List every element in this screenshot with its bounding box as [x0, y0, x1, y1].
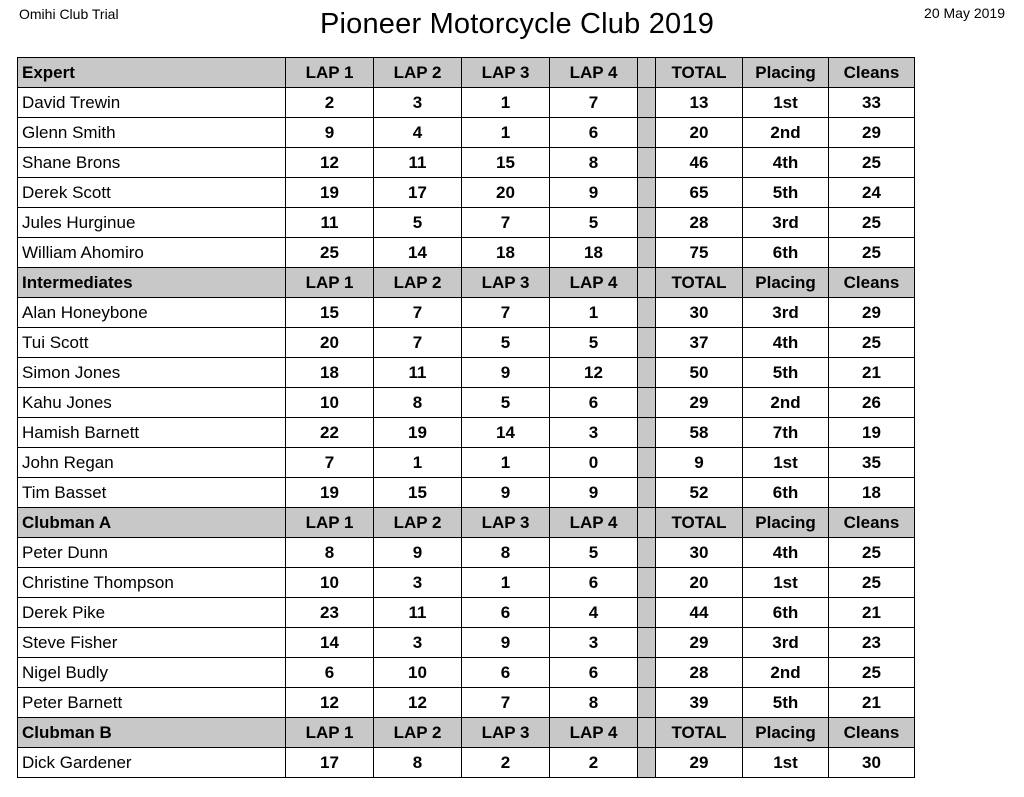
- placing: 5th: [743, 178, 829, 208]
- lap3-score: 18: [462, 238, 550, 268]
- total-score: 13: [656, 88, 743, 118]
- table-row: [18, 688, 915, 718]
- cleans: 24: [829, 178, 915, 208]
- lap4-score: 4: [550, 598, 638, 628]
- column-spacer: [638, 148, 656, 178]
- table-row: [18, 118, 915, 148]
- column-header-total: TOTAL: [656, 718, 743, 748]
- lap1-score: 18: [286, 358, 374, 388]
- placing: 6th: [743, 598, 829, 628]
- column-spacer: [638, 268, 656, 298]
- rider-name: Tui Scott: [18, 328, 286, 358]
- section-title: Clubman B: [18, 718, 286, 748]
- lap1-score: 10: [286, 388, 374, 418]
- table-row: [18, 538, 915, 568]
- column-spacer: [638, 568, 656, 598]
- lap1-score: 11: [286, 208, 374, 238]
- lap4-score: 12: [550, 358, 638, 388]
- cleans: 21: [829, 598, 915, 628]
- lap1-score: 15: [286, 298, 374, 328]
- column-header-cleans: Cleans: [829, 268, 915, 298]
- column-header-lap4: LAP 4: [550, 508, 638, 538]
- total-score: 9: [656, 448, 743, 478]
- section-title: Expert: [18, 58, 286, 88]
- rider-name: Derek Scott: [18, 178, 286, 208]
- lap2-score: 11: [374, 148, 462, 178]
- table-row: [18, 448, 915, 478]
- lap1-score: 22: [286, 418, 374, 448]
- cleans: 35: [829, 448, 915, 478]
- column-header-lap3: LAP 3: [462, 508, 550, 538]
- column-header-lap4: LAP 4: [550, 268, 638, 298]
- total-score: 65: [656, 178, 743, 208]
- cleans: 29: [829, 118, 915, 148]
- placing: 7th: [743, 418, 829, 448]
- column-spacer: [638, 58, 656, 88]
- lap3-score: 9: [462, 358, 550, 388]
- lap3-score: 2: [462, 748, 550, 778]
- column-header-placing: Placing: [743, 268, 829, 298]
- column-spacer: [638, 238, 656, 268]
- column-header-cleans: Cleans: [829, 58, 915, 88]
- lap4-score: 1: [550, 298, 638, 328]
- lap2-score: 14: [374, 238, 462, 268]
- rider-name: Steve Fisher: [18, 628, 286, 658]
- total-score: 52: [656, 478, 743, 508]
- column-header-lap2: LAP 2: [374, 718, 462, 748]
- lap1-score: 14: [286, 628, 374, 658]
- cleans: 25: [829, 538, 915, 568]
- lap3-score: 1: [462, 568, 550, 598]
- column-spacer: [638, 418, 656, 448]
- lap2-score: 11: [374, 598, 462, 628]
- lap3-score: 1: [462, 448, 550, 478]
- lap3-score: 15: [462, 148, 550, 178]
- total-score: 44: [656, 598, 743, 628]
- lap2-score: 8: [374, 388, 462, 418]
- total-score: 50: [656, 358, 743, 388]
- column-header-lap2: LAP 2: [374, 58, 462, 88]
- lap2-score: 4: [374, 118, 462, 148]
- lap4-score: 5: [550, 208, 638, 238]
- lap4-score: 8: [550, 148, 638, 178]
- page-title: Pioneer Motorcycle Club 2019: [319, 8, 715, 40]
- lap1-score: 2: [286, 88, 374, 118]
- results-body: [18, 58, 915, 778]
- placing: 3rd: [743, 628, 829, 658]
- rider-name: Derek Pike: [18, 598, 286, 628]
- rider-name: Simon Jones: [18, 358, 286, 388]
- column-header-total: TOTAL: [656, 508, 743, 538]
- column-spacer: [638, 538, 656, 568]
- placing: 1st: [743, 568, 829, 598]
- lap2-score: 9: [374, 538, 462, 568]
- total-score: 46: [656, 148, 743, 178]
- total-score: 30: [656, 298, 743, 328]
- lap4-score: 5: [550, 538, 638, 568]
- column-header-cleans: Cleans: [829, 718, 915, 748]
- lap3-score: 7: [462, 208, 550, 238]
- rider-name: Peter Dunn: [18, 538, 286, 568]
- column-spacer: [638, 748, 656, 778]
- total-score: 39: [656, 688, 743, 718]
- lap3-score: 1: [462, 118, 550, 148]
- lap4-score: 0: [550, 448, 638, 478]
- column-header-lap4: LAP 4: [550, 718, 638, 748]
- cleans: 21: [829, 358, 915, 388]
- total-score: 37: [656, 328, 743, 358]
- lap1-score: 25: [286, 238, 374, 268]
- section-header-row: [18, 718, 915, 748]
- column-header-lap2: LAP 2: [374, 508, 462, 538]
- cleans: 18: [829, 478, 915, 508]
- column-spacer: [638, 208, 656, 238]
- cleans: 29: [829, 298, 915, 328]
- cleans: 25: [829, 208, 915, 238]
- lap3-score: 9: [462, 628, 550, 658]
- rider-name: Christine Thompson: [18, 568, 286, 598]
- placing: 3rd: [743, 298, 829, 328]
- total-score: 29: [656, 748, 743, 778]
- table-row: [18, 358, 915, 388]
- total-score: 28: [656, 658, 743, 688]
- table-row: [18, 148, 915, 178]
- rider-name: Glenn Smith: [18, 118, 286, 148]
- rider-name: John Regan: [18, 448, 286, 478]
- column-header-total: TOTAL: [656, 268, 743, 298]
- column-header-lap1: LAP 1: [286, 268, 374, 298]
- lap4-score: 6: [550, 118, 638, 148]
- cleans: 25: [829, 238, 915, 268]
- lap4-score: 3: [550, 628, 638, 658]
- lap2-score: 3: [374, 88, 462, 118]
- table-row: [18, 388, 915, 418]
- column-spacer: [638, 508, 656, 538]
- placing: 6th: [743, 478, 829, 508]
- lap3-score: 6: [462, 598, 550, 628]
- lap1-score: 23: [286, 598, 374, 628]
- placing: 4th: [743, 148, 829, 178]
- lap1-score: 6: [286, 658, 374, 688]
- column-header-lap1: LAP 1: [286, 508, 374, 538]
- lap2-score: 3: [374, 568, 462, 598]
- column-spacer: [638, 88, 656, 118]
- column-header-placing: Placing: [743, 58, 829, 88]
- lap1-score: 17: [286, 748, 374, 778]
- column-spacer: [638, 718, 656, 748]
- column-header-lap4: LAP 4: [550, 58, 638, 88]
- column-spacer: [638, 358, 656, 388]
- lap4-score: 6: [550, 658, 638, 688]
- lap3-score: 8: [462, 538, 550, 568]
- column-spacer: [638, 328, 656, 358]
- column-spacer: [638, 118, 656, 148]
- column-header-placing: Placing: [743, 508, 829, 538]
- cleans: 26: [829, 388, 915, 418]
- event-date: 20 May 2019: [924, 5, 1005, 21]
- lap2-score: 3: [374, 628, 462, 658]
- lap4-score: 9: [550, 478, 638, 508]
- column-spacer: [638, 478, 656, 508]
- lap3-score: 5: [462, 328, 550, 358]
- placing: 6th: [743, 238, 829, 268]
- placing: 5th: [743, 688, 829, 718]
- column-header-lap3: LAP 3: [462, 718, 550, 748]
- cleans: 21: [829, 688, 915, 718]
- rider-name: Tim Basset: [18, 478, 286, 508]
- cleans: 23: [829, 628, 915, 658]
- lap4-score: 6: [550, 388, 638, 418]
- lap2-score: 7: [374, 328, 462, 358]
- total-score: 28: [656, 208, 743, 238]
- rider-name: Alan Honeybone: [18, 298, 286, 328]
- cleans: 25: [829, 658, 915, 688]
- lap3-score: 14: [462, 418, 550, 448]
- lap2-score: 12: [374, 688, 462, 718]
- placing: 4th: [743, 538, 829, 568]
- cleans: 25: [829, 148, 915, 178]
- club-trial-label: Omihi Club Trial: [19, 6, 119, 22]
- section-header-row: [18, 508, 915, 538]
- lap3-score: 6: [462, 658, 550, 688]
- lap2-score: 8: [374, 748, 462, 778]
- rider-name: Shane Brons: [18, 148, 286, 178]
- lap4-score: 6: [550, 568, 638, 598]
- cleans: 25: [829, 568, 915, 598]
- table-row: [18, 478, 915, 508]
- lap2-score: 19: [374, 418, 462, 448]
- column-spacer: [638, 598, 656, 628]
- total-score: 20: [656, 568, 743, 598]
- table-row: [18, 208, 915, 238]
- table-row: [18, 298, 915, 328]
- lap1-score: 12: [286, 148, 374, 178]
- table-row: [18, 568, 915, 598]
- lap2-score: 11: [374, 358, 462, 388]
- results-table: [17, 57, 915, 778]
- cleans: 19: [829, 418, 915, 448]
- lap4-score: 9: [550, 178, 638, 208]
- total-score: 29: [656, 388, 743, 418]
- placing: 1st: [743, 88, 829, 118]
- column-spacer: [638, 298, 656, 328]
- table-row: [18, 748, 915, 778]
- cleans: 30: [829, 748, 915, 778]
- lap3-score: 9: [462, 478, 550, 508]
- column-header-lap3: LAP 3: [462, 58, 550, 88]
- lap2-score: 17: [374, 178, 462, 208]
- column-header-lap3: LAP 3: [462, 268, 550, 298]
- total-score: 30: [656, 538, 743, 568]
- column-spacer: [638, 388, 656, 418]
- column-spacer: [638, 178, 656, 208]
- total-score: 20: [656, 118, 743, 148]
- total-score: 58: [656, 418, 743, 448]
- rider-name: Peter Barnett: [18, 688, 286, 718]
- lap4-score: 8: [550, 688, 638, 718]
- table-row: [18, 88, 915, 118]
- table-row: [18, 628, 915, 658]
- placing: 4th: [743, 328, 829, 358]
- lap3-score: 5: [462, 388, 550, 418]
- table-row: [18, 238, 915, 268]
- lap2-score: 7: [374, 298, 462, 328]
- placing: 3rd: [743, 208, 829, 238]
- placing: 2nd: [743, 658, 829, 688]
- lap4-score: 18: [550, 238, 638, 268]
- cleans: 25: [829, 328, 915, 358]
- column-spacer: [638, 658, 656, 688]
- column-header-lap2: LAP 2: [374, 268, 462, 298]
- total-score: 29: [656, 628, 743, 658]
- rider-name: William Ahomiro: [18, 238, 286, 268]
- section-header-row: [18, 268, 915, 298]
- placing: 1st: [743, 448, 829, 478]
- table-row: [18, 178, 915, 208]
- lap1-score: 7: [286, 448, 374, 478]
- column-spacer: [638, 688, 656, 718]
- section-title: Clubman A: [18, 508, 286, 538]
- lap2-score: 1: [374, 448, 462, 478]
- column-spacer: [638, 628, 656, 658]
- rider-name: Kahu Jones: [18, 388, 286, 418]
- section-header-row: [18, 58, 915, 88]
- column-header-placing: Placing: [743, 718, 829, 748]
- lap2-score: 5: [374, 208, 462, 238]
- table-row: [18, 418, 915, 448]
- lap4-score: 3: [550, 418, 638, 448]
- lap3-score: 7: [462, 298, 550, 328]
- column-header-lap1: LAP 1: [286, 718, 374, 748]
- lap4-score: 5: [550, 328, 638, 358]
- column-spacer: [638, 448, 656, 478]
- column-header-lap1: LAP 1: [286, 58, 374, 88]
- placing: 2nd: [743, 118, 829, 148]
- lap1-score: 10: [286, 568, 374, 598]
- table-row: [18, 328, 915, 358]
- lap1-score: 19: [286, 178, 374, 208]
- lap3-score: 20: [462, 178, 550, 208]
- placing: 1st: [743, 748, 829, 778]
- lap2-score: 15: [374, 478, 462, 508]
- rider-name: Hamish Barnett: [18, 418, 286, 448]
- lap1-score: 12: [286, 688, 374, 718]
- table-row: [18, 658, 915, 688]
- column-header-total: TOTAL: [656, 58, 743, 88]
- lap1-score: 8: [286, 538, 374, 568]
- table-row: [18, 598, 915, 628]
- lap1-score: 9: [286, 118, 374, 148]
- rider-name: Nigel Budly: [18, 658, 286, 688]
- lap4-score: 2: [550, 748, 638, 778]
- lap2-score: 10: [374, 658, 462, 688]
- placing: 2nd: [743, 388, 829, 418]
- total-score: 75: [656, 238, 743, 268]
- lap1-score: 20: [286, 328, 374, 358]
- lap3-score: 1: [462, 88, 550, 118]
- cleans: 33: [829, 88, 915, 118]
- column-header-cleans: Cleans: [829, 508, 915, 538]
- placing: 5th: [743, 358, 829, 388]
- lap1-score: 19: [286, 478, 374, 508]
- section-title: Intermediates: [18, 268, 286, 298]
- lap3-score: 7: [462, 688, 550, 718]
- rider-name: Dick Gardener: [18, 748, 286, 778]
- rider-name: David Trewin: [18, 88, 286, 118]
- rider-name: Jules Hurginue: [18, 208, 286, 238]
- lap4-score: 7: [550, 88, 638, 118]
